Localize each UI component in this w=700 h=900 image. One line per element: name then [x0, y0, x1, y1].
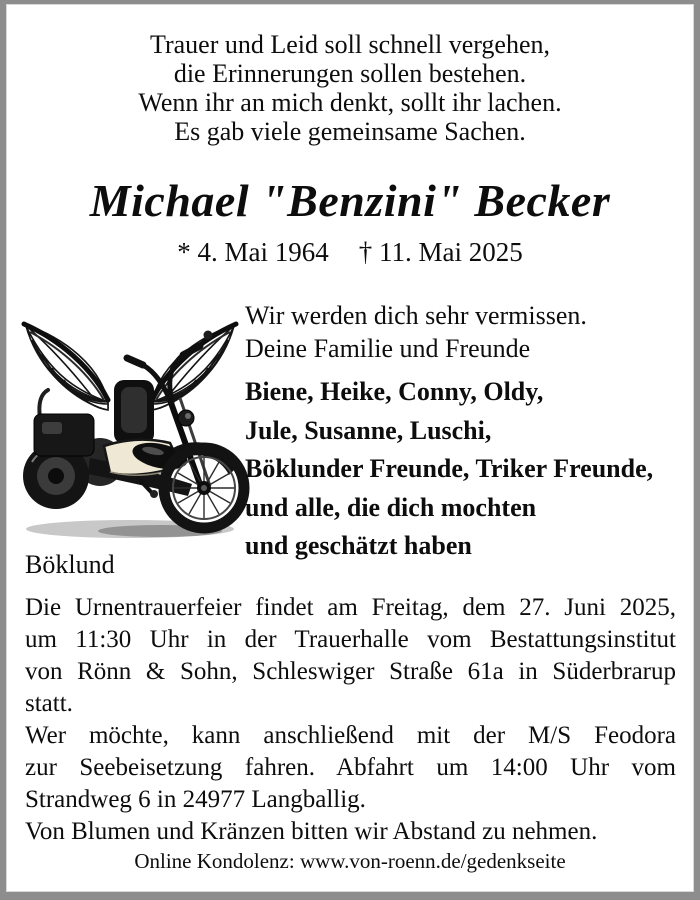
- notice-line: Wer möchte, kann anschließend mit der M/S Feodora: [25, 722, 676, 749]
- notice-line: um 11:30 Uhr in der Trauerhalle vom Bestattungsinstitut: [25, 626, 676, 653]
- location-label: Böklund: [25, 550, 115, 579]
- poem-line: Es gab viele gemeinsame Sachen.: [174, 117, 526, 146]
- notice-line: statt.: [25, 690, 73, 717]
- life-dates: [6, 237, 694, 268]
- mourners-line: Böklunder Freunde, Triker Freunde,: [245, 454, 654, 483]
- poem-line: die Erinnerungen sollen bestehen.: [173, 59, 527, 88]
- notice-line: Die Urnentrauerfeier findet am Freitag, dem 27. Juni 2025,: [25, 594, 676, 621]
- birth-date: * 4. Mai 1964: [177, 237, 329, 267]
- opening-poem: [6, 30, 694, 146]
- tribute-block: [245, 299, 686, 566]
- notice-line: Von Blumen und Kränzen bitten wir Abstand zu nehmen.: [25, 818, 598, 845]
- winged-trike-illustration: [10, 296, 250, 546]
- funeral-notice: [25, 592, 676, 848]
- death-date: † 11. Mai 2025: [358, 237, 523, 267]
- poem-line: Wenn ihr an mich denkt, sollt ihr lachen.: [138, 88, 562, 117]
- notice-line: zur Seebeisetzung fahren. Abfahrt um 14:00 Uhr vom: [25, 754, 676, 781]
- poem-line: Trauer und Leid soll schnell vergehen,: [149, 30, 551, 59]
- tribute-line: Wir werden dich sehr vermissen.: [245, 301, 587, 330]
- mourners-line: Jule, Susanne, Luschi,: [245, 415, 492, 445]
- obituary-page: [6, 4, 694, 892]
- mourners-list: [245, 373, 686, 566]
- notice-line: von Rönn & Sohn, Schleswiger Straße 61a in Süderbrarup: [25, 658, 676, 685]
- tribute-line: Deine Familie und Freunde: [245, 334, 531, 363]
- online-condolence-line: Online Kondolenz: www.von-roenn.de/gedenkseite: [134, 849, 566, 873]
- mourners-line: und geschätzt haben: [245, 531, 472, 560]
- mourners-line: und alle, die dich mochten: [245, 492, 537, 522]
- notice-line: Strandweg 6 in 24977 Langballig.: [25, 786, 366, 813]
- mourners-line: Biene, Heike, Conny, Oldy,: [245, 377, 544, 406]
- deceased-name: Michael "Benzini" Becker: [89, 175, 611, 226]
